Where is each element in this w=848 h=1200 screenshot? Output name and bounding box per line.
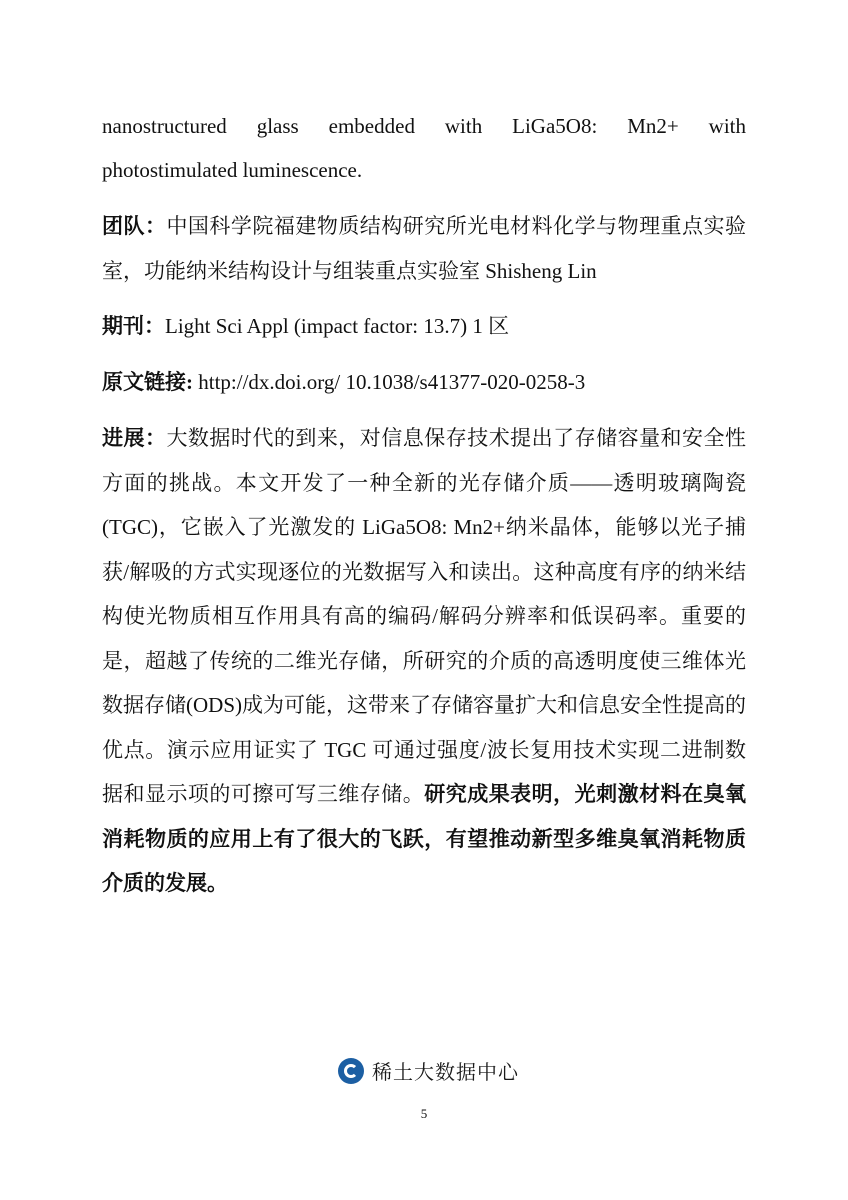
title-continuation-line-1: nanostructured glass embedded with LiGa5O8: Mn2+ with — [102, 114, 746, 138]
journal-paragraph — [102, 304, 746, 349]
journal-text: Light Sci Appl (impact factor: 13.7) 1 区 — [165, 314, 510, 338]
progress-conclusion: 研究成果表明，光刺激材料在臭氧消耗物质的应用上有了很大的飞跃，有望推动新型多维臭氧消耗物质介质的发展。 — [102, 782, 747, 895]
link-label: 原文链接: — [102, 370, 193, 394]
title-continuation-line-2: photostimulated luminescence. — [102, 158, 363, 182]
brand-name: 稀土大数据中心 — [372, 1060, 519, 1084]
link-text[interactable]: http://dx.doi.org/ 10.1038/s41377-020-0258-3 — [193, 370, 586, 394]
team-label: 团队： — [102, 214, 167, 238]
progress-label: 进展： — [102, 426, 167, 450]
progress-paragraph — [102, 416, 746, 906]
journal-label: 期刊： — [102, 314, 165, 338]
team-text: 中国科学院福建物质结构研究所光电材料化学与物理重点实验室，功能纳米结构设计与组装重点实验室 Shisheng Lin — [102, 214, 747, 283]
link-paragraph — [102, 360, 746, 405]
footer-brand — [338, 1056, 519, 1085]
rare-earth-logo-icon — [338, 1058, 364, 1084]
progress-text: 大数据时代的到来，对信息保存技术提出了存储容量和安全性方面的挑战。本文开发了一种全新的光存储介质——透明玻璃陶瓷(TGC)，它嵌入了光激发的 LiGa5O8: Mn2+纳米晶体，能够以光子捕获/解吸的方式实现逐位的光数据写入和读出。这种高度有序的纳米结构使光物质相互作用具有高的编码/解码分辨率和低误码率。重要的是，超越了传统的二维光存储，所研究的介质的高透明度使三维体光数据存储(ODS)成为可能，这带来了存储容量扩大和信息安全性提高的优点。演示应用证实了 TGC 可通过强度/波长复用技术实现二进制数据和显示项的可擦可写三维存储。 — [102, 426, 747, 806]
team-paragraph — [102, 204, 746, 293]
page-number: 5 — [420, 1106, 428, 1121]
